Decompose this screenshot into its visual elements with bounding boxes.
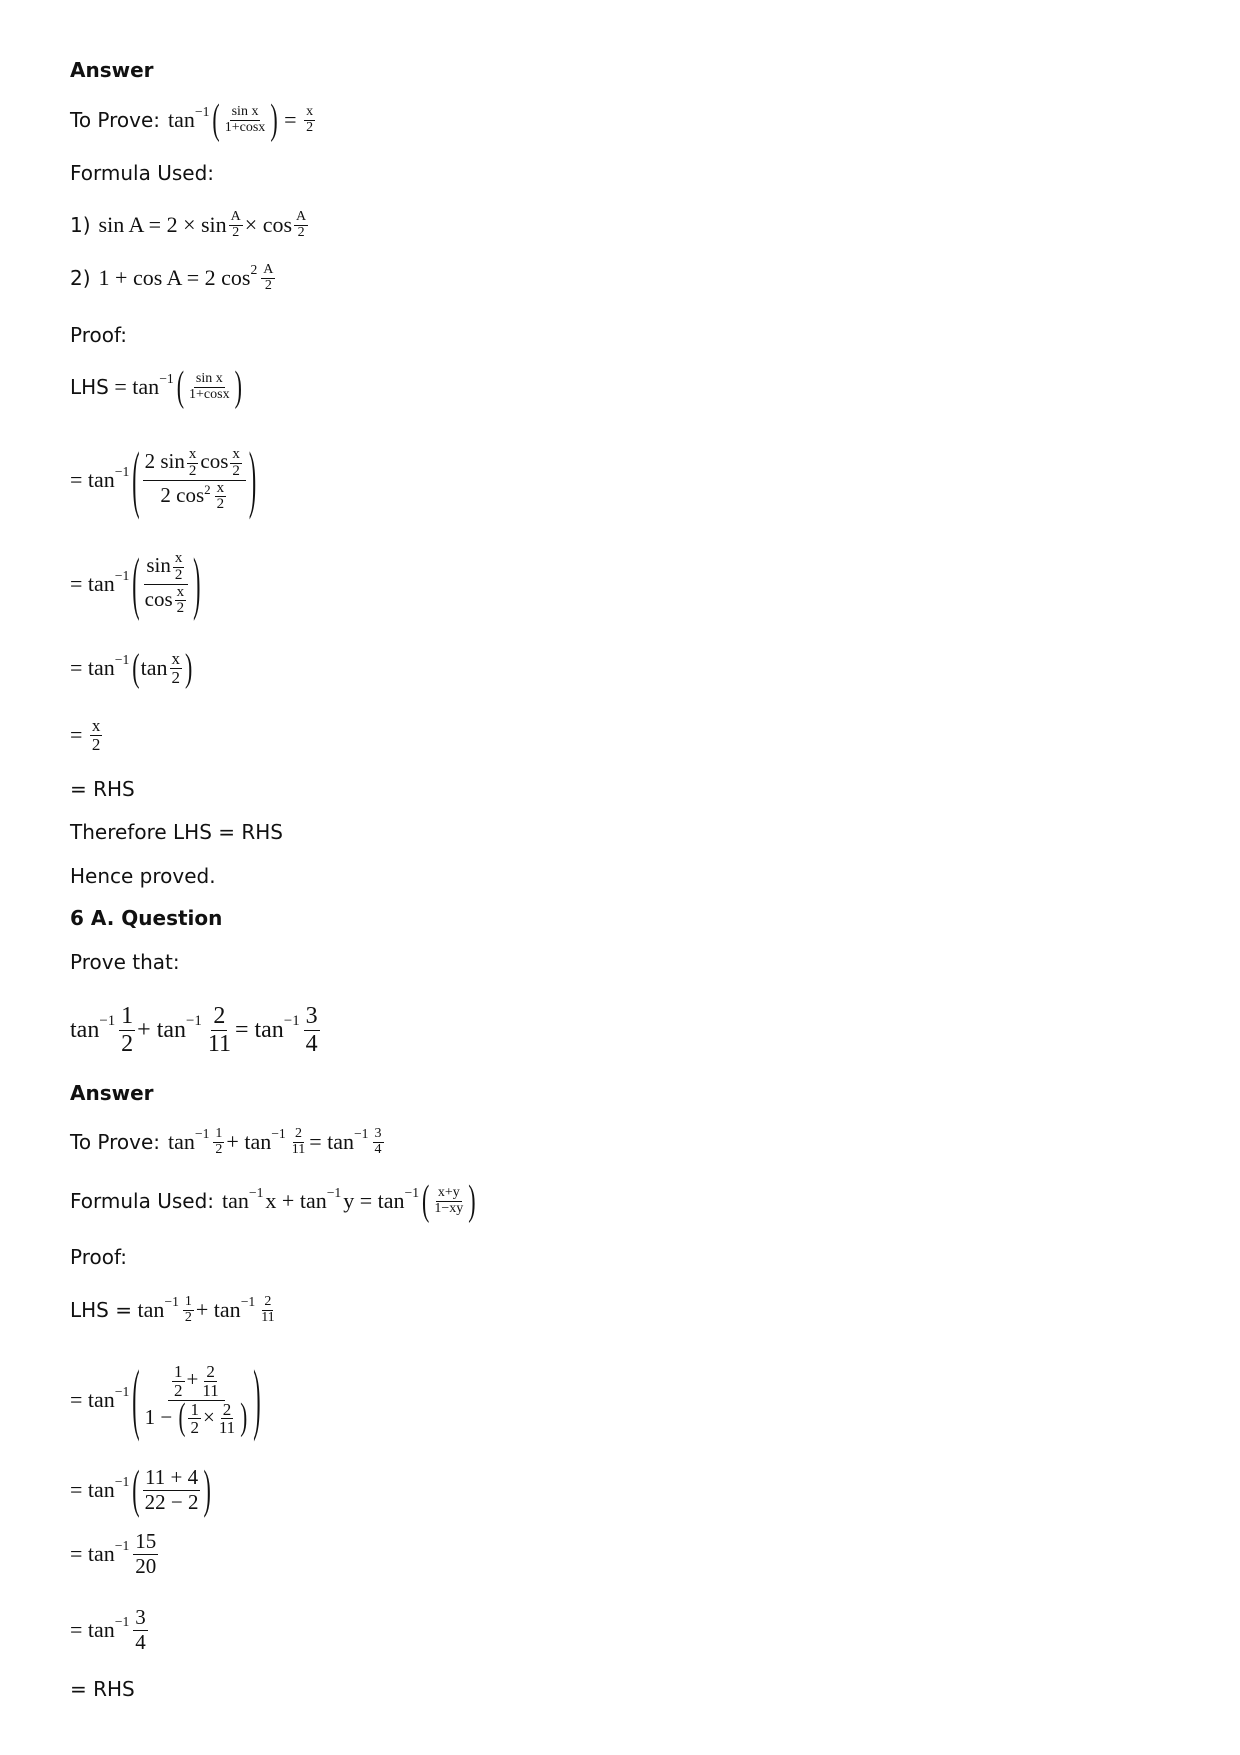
question-prompt: Prove that: — [70, 950, 180, 974]
to-prove-equation: tan −1 ( $\frac{\text{sin x}}{1+\cos x}$ ) = $\frac{x}{2}$ — [168, 94, 314, 143]
formula-2-equation: 1 + cos A = 2 cos 2 $\frac{A}{2}$ — [98, 261, 274, 293]
lhs-equation-2: tan −1 $\frac{1}{2}$ + tan −1 $\frac{2}{11}$ — [132, 1293, 275, 1325]
to-prove-equation-2: tan −1 $\frac{1}{2}$ + tan −1 $\frac{2}{11}$ = tan −1 $\frac{3}{4}$ — [168, 1125, 382, 1157]
formula-1-equation: sin A = 2 × sin $\frac{A}{2}$ × cos $\frac{A}{2}$ — [98, 208, 307, 240]
proof-step-c: = tan −1 $\frac{15}{20}$ — [70, 1529, 157, 1578]
question-heading: 6 A. Question — [70, 906, 223, 930]
lhs-equation: = tan −1 ( $\frac{\text{sin x}}{1+\cos x}$ ) — [108, 361, 242, 410]
formula-2-number: 2) — [70, 266, 91, 290]
proof-step-a: = tan −1 ( $\frac{1}{2}$ + $\frac{2}{11}$ 1 − ( $\frac{1}{2}$ × $\frac{2}{11}$ ) ) — [70, 1352, 261, 1443]
lhs-label: LHS — [70, 375, 109, 399]
proof-label-2: Proof: — [70, 1245, 128, 1269]
proof-step-d: = tan −1 $\frac{3}{4}$ — [70, 1605, 146, 1654]
proof-step-4: = $\frac{x}{2}$ — [70, 715, 101, 754]
formula-used-label-2: Formula Used: — [70, 1189, 215, 1213]
proof-label: Proof: — [70, 323, 128, 347]
lhs-label-2: LHS = — [70, 1298, 132, 1322]
rhs-line: = RHS — [70, 777, 135, 801]
proof-step-3: = tan −1 ( tan $\frac{x}{2}$ ) — [70, 644, 193, 690]
proof-step-b: = tan −1 ( $\frac{11 + 4}{22 - 2}$ ) — [70, 1458, 211, 1519]
to-prove-label-2: To Prove: — [70, 1130, 161, 1154]
answer-heading-2: Answer — [70, 1081, 154, 1105]
lhs-line — [70, 352, 243, 422]
therefore-line: Therefore LHS = RHS — [70, 820, 283, 844]
hence-proved-line: Hence proved. — [70, 864, 216, 888]
formula-used-line-2 — [70, 1166, 477, 1236]
lhs-line-2 — [70, 1275, 279, 1345]
formula-1-number: 1) — [70, 213, 91, 237]
proof-step-1: = tan −1 ( 2 sin $\frac{x}{2}$ cos $\frac{x}{2}$ 2 $\cos^2$ $\frac{x}{2}$ ) — [70, 435, 257, 521]
answer-heading: Answer — [70, 58, 154, 82]
to-prove-label: To Prove: — [70, 108, 161, 132]
question-equation: tan −1 $\frac{1}{2}$ + tan −1 $\frac{2}{11}$ = tan −1 $\frac{3}{4}$ — [70, 1003, 318, 1057]
formula-used-label: Formula Used: — [70, 161, 215, 185]
formula-used-equation-2: tan −1 x + tan −1 y = tan −1 ( $\frac{x+y}{1-xy}$ ) — [222, 1175, 476, 1224]
proof-step-2: = tan −1 ( sin $\frac{x}{2}$ cos $\frac{x}{2}$ ) — [70, 541, 201, 622]
rhs-line-2: = RHS — [70, 1677, 135, 1701]
